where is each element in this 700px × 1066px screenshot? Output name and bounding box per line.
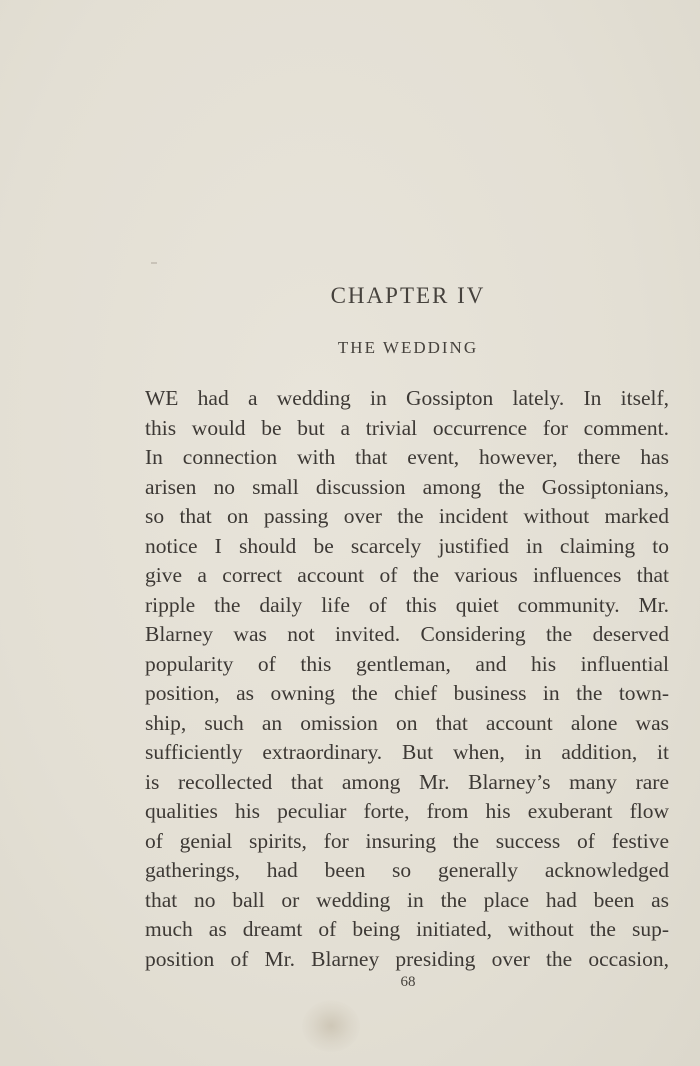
body-text [145,384,669,974]
paper-speck [151,262,157,264]
text-line: position, as owning the chief business in the town- [145,681,669,705]
text-line: WE had a wedding in Gossipton lately. In itself, [145,386,669,410]
text-line: ship, such an omission on that account alone was [145,710,669,735]
text-line: ripple the daily life of this quiet community. Mr. [145,592,669,617]
text-line: popularity of this gentleman, and his influential [145,651,669,676]
text-line: of genial spirits, for insuring the success of festive [145,828,669,853]
text-line: is recollected that among Mr. Blarney’s many rare [145,769,669,794]
page-number: 68 [400,974,416,990]
paper-smudge [302,1000,360,1052]
text-line: sufficiently extraordinary. But when, in addition, it [145,740,669,764]
text-line: gatherings, had been so generally acknowledged [145,858,669,882]
text-line: give a correct account of the various influences that [145,563,669,587]
text-line: arisen no small discussion among the Gossiptonians, [145,474,669,499]
text-line: In connection with that event, however, there has [145,445,669,469]
chapter-heading: CHAPTER IV [330,283,486,308]
text-line: this would be but a trivial occurrence for comment. [145,415,669,440]
text-line: notice I should be scarcely justified in claiming to [145,533,669,558]
text-line: position of Mr. Blarney presiding over the occasion, [145,946,669,971]
text-line: so that on passing over the incident without marked [145,504,669,528]
text-line: qualities his peculiar forte, from his exuberant flow [145,799,669,823]
text-line: that no ball or wedding in the place had been as [145,887,669,912]
text-line: much as dreamt of being initiated, without the sup- [145,917,669,941]
chapter-subtitle: THE WEDDING [337,338,479,357]
text-line: Blarney was not invited. Considering the deserved [145,622,669,646]
